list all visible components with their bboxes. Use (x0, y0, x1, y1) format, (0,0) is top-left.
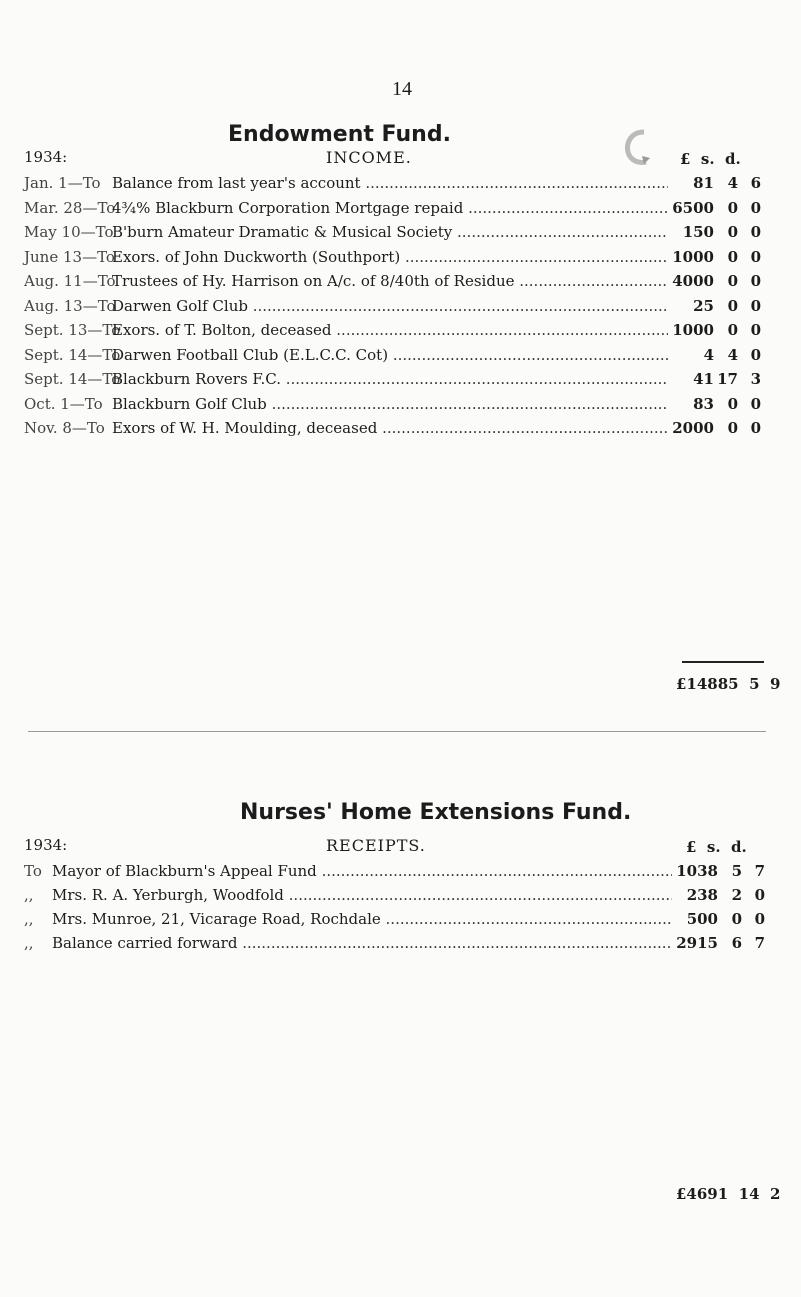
amount-pounds: 6500 (672, 198, 714, 217)
amount-shillings: 4 (727, 345, 738, 364)
year-label-endowment: 1934: (24, 148, 68, 166)
entry-amount (672, 910, 765, 928)
amount-pence: 0 (750, 223, 761, 241)
ledger-row (24, 272, 764, 294)
entry-description: Mrs. Munroe, 21, Vicarage Road, Rochdale ..... (52, 910, 672, 928)
entry-date: Oct. 1—To (24, 394, 103, 413)
amount-shillings: 0 (731, 910, 742, 928)
amount-shillings: 4 (727, 174, 738, 192)
amount-shillings: 0 (727, 419, 738, 437)
entry-amount (668, 395, 761, 413)
entry-description: Blackburn Rovers F.C. ..... (112, 370, 668, 388)
amount-pence: 0 (754, 910, 765, 928)
amount-shillings: 0 (727, 296, 738, 315)
amount-pounds: 25 (693, 296, 714, 315)
section-divider (28, 731, 766, 732)
entry-description: Exors. of John Duckworth (Southport) ..... (112, 248, 668, 266)
currency-columns-nurses: £ s. d. (686, 838, 747, 856)
entry-description: Mrs. R. A. Yerburgh, Woodfold ..... (52, 886, 672, 904)
year-label-nurses: 1934: (24, 836, 68, 854)
entry-amount (668, 370, 761, 388)
ledger-row (24, 886, 764, 908)
amount-pounds: 1000 (672, 247, 714, 266)
ledger-row (24, 395, 764, 417)
entry-amount (668, 272, 761, 290)
amount-pence: 7 (754, 862, 765, 880)
amount-pence: 0 (750, 198, 761, 217)
column-heading-income: INCOME. (326, 148, 412, 167)
amount-pounds: 500 (686, 910, 718, 928)
amount-pounds: 1038 (676, 862, 718, 880)
total-rule-endowment (682, 661, 764, 663)
amount-pence: 0 (754, 886, 765, 904)
entry-description: Darwen Football Club (E.L.C.C. Cot) ..... (112, 346, 668, 364)
amount-pence: 3 (750, 370, 761, 388)
entry-description: Blackburn Golf Club ..... (112, 395, 668, 413)
ledger-row (24, 321, 764, 343)
entry-amount (668, 248, 761, 266)
amount-shillings: 0 (727, 198, 738, 217)
amount-pence: 0 (750, 394, 761, 413)
ledger-row (24, 934, 764, 956)
amount-pounds: 2000 (672, 419, 714, 437)
entry-date: Jan. 1—To (24, 174, 101, 192)
amount-pounds: 4000 (672, 272, 714, 290)
entry-date: Sept. 14—To (24, 370, 121, 388)
currency-columns-endowment: £ s. d. (680, 150, 741, 168)
amount-shillings: 2 (731, 886, 742, 904)
entry-date: To (24, 862, 42, 880)
amount-pounds: 238 (686, 886, 718, 904)
entry-amount (672, 934, 765, 952)
entry-date: Nov. 8—To (24, 419, 105, 437)
amount-pounds: 41 (693, 370, 714, 388)
ledger-row (24, 370, 764, 392)
ledger-row (24, 346, 764, 368)
page-number: 14 (392, 78, 412, 100)
entry-description: Exors of W. H. Moulding, deceased ..... (112, 419, 668, 437)
amount-pence: 7 (754, 934, 765, 952)
amount-pence: 0 (750, 419, 761, 437)
amount-pounds: 4 (703, 345, 714, 364)
entry-date: May 10—To (24, 223, 114, 241)
entry-description: Exors. of T. Bolton, deceased ..... (112, 321, 668, 339)
entry-amount (668, 297, 761, 315)
ledger-row (24, 297, 764, 319)
entry-date: ,, (24, 910, 34, 928)
entry-date: ,, (24, 934, 34, 952)
total-nurses: £4691 14 2 (676, 1185, 781, 1203)
section-title-nurses: Nurses' Home Extensions Fund. (240, 800, 632, 825)
amount-shillings: 0 (727, 223, 738, 241)
amount-pence: 0 (750, 345, 761, 364)
entry-description: Mayor of Blackburn's Appeal Fund ..... (52, 862, 672, 880)
column-heading-receipts: RECEIPTS. (326, 836, 426, 855)
ledger-row (24, 199, 764, 221)
entry-date: June 13—To (24, 247, 115, 266)
entry-date: ,, (24, 886, 34, 904)
amount-shillings: 0 (727, 247, 738, 266)
ledger-row (24, 910, 764, 932)
entry-description: Balance carried forward ..... (52, 934, 672, 952)
entry-date: Aug. 11—To (24, 272, 116, 290)
entry-amount (668, 174, 761, 192)
entry-date: Sept. 14—To (24, 345, 121, 364)
amount-pence: 0 (750, 296, 761, 315)
entry-amount (668, 223, 761, 241)
ledger-row (24, 419, 764, 441)
amount-shillings: 0 (727, 394, 738, 413)
amount-pence: 0 (750, 272, 761, 290)
seal-mark-icon (620, 128, 654, 166)
amount-shillings: 0 (727, 272, 738, 290)
entry-amount (668, 321, 761, 339)
entry-description: Darwen Golf Club ..... (112, 297, 668, 315)
section-title-endowment: Endowment Fund. (228, 122, 451, 147)
entry-description: Trustees of Hy. Harrison on A/c. of 8/40th of Residue ..... (112, 272, 668, 290)
entry-date: Sept. 13—To (24, 321, 121, 339)
entry-description: B'burn Amateur Dramatic & Musical Society ..... (112, 223, 668, 241)
ledger-row (24, 174, 764, 196)
amount-pounds: 81 (693, 174, 714, 192)
entry-date: Mar. 28—To (24, 198, 116, 217)
entry-description: Balance from last year's account ..... (112, 174, 668, 192)
entry-description: 4¾% Blackburn Corporation Mortgage repaid ..... (112, 199, 668, 217)
entry-amount (668, 199, 761, 217)
ledger-row (24, 862, 764, 884)
entry-amount (668, 419, 761, 437)
amount-pounds: 2915 (676, 934, 718, 952)
ledger-row (24, 248, 764, 270)
amount-pence: 0 (750, 247, 761, 266)
amount-shillings: 17 (717, 370, 738, 388)
amount-shillings: 0 (727, 321, 738, 339)
amount-pounds: 150 (682, 223, 714, 241)
amount-shillings: 6 (731, 934, 742, 952)
entry-amount (672, 886, 765, 904)
amount-pounds: 83 (693, 394, 714, 413)
amount-shillings: 5 (731, 862, 742, 880)
amount-pence: 0 (750, 321, 761, 339)
ledger-row (24, 223, 764, 245)
entry-amount (672, 862, 765, 880)
amount-pounds: 1000 (672, 321, 714, 339)
total-endowment: £14885 5 9 (676, 675, 781, 693)
entry-amount (668, 346, 761, 364)
entry-date: Aug. 13—To (24, 296, 116, 315)
amount-pence: 6 (750, 174, 761, 192)
